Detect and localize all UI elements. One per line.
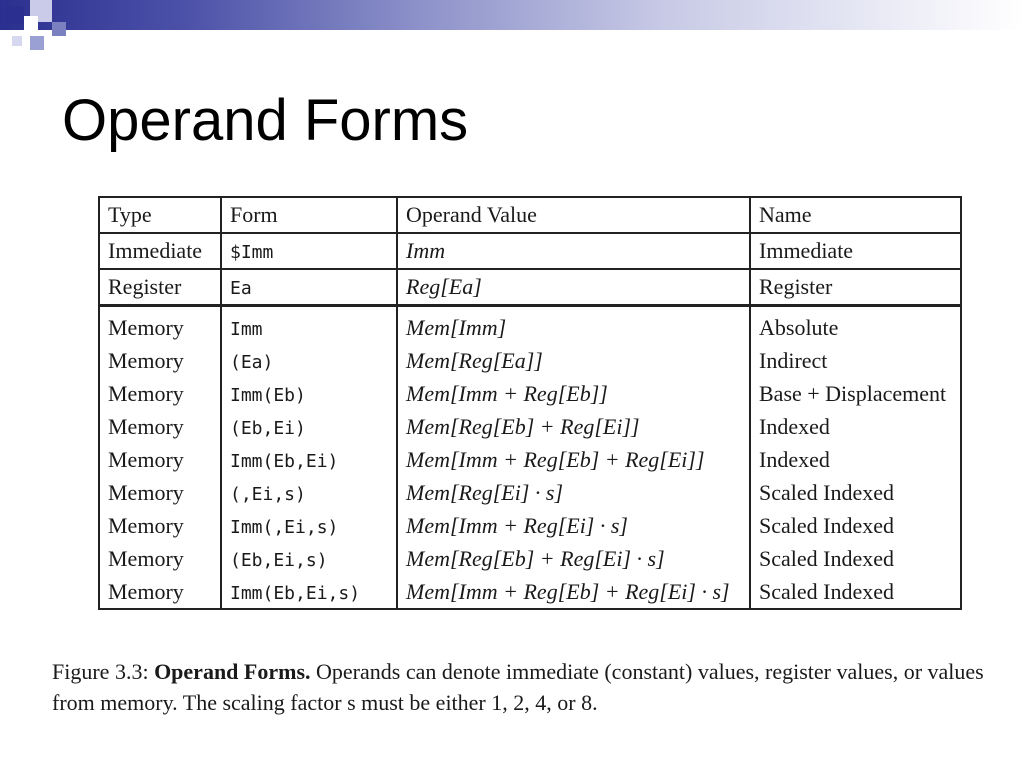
cell-form: (Eb,Ei)	[221, 410, 397, 443]
cell-form: Imm(Eb)	[221, 377, 397, 410]
decor-square-mid	[52, 22, 66, 36]
cell-form: (,Ei,s)	[221, 476, 397, 509]
cell-operand-value: Mem[Imm + Reg[Eb] + Reg[Ei]]	[397, 443, 750, 476]
cell-operand-value: Mem[Imm + Reg[Eb]]	[397, 377, 750, 410]
cell-operand-value: Mem[Reg[Eb] + Reg[Ei] · s]	[397, 542, 750, 575]
page-title: Operand Forms	[62, 88, 469, 153]
header-type: Type	[99, 197, 221, 233]
cell-type: Register	[99, 269, 221, 306]
cell-name: Scaled Indexed	[750, 476, 961, 509]
caption-text: Operands can denote immediate (constant) values, register values, or values from memory. The scaling factor s must be either 1, 2, 4, or 8.	[52, 659, 984, 715]
cell-operand-value: Imm	[397, 233, 750, 269]
cell-form: Imm	[221, 306, 397, 345]
table-row	[99, 269, 961, 306]
table-row	[99, 233, 961, 269]
cell-operand-value: Mem[Reg[Ei] · s]	[397, 476, 750, 509]
cell-operand-value: Mem[Imm + Reg[Eb] + Reg[Ei] · s]	[397, 575, 750, 609]
cell-type: Memory	[99, 344, 221, 377]
cell-type: Memory	[99, 542, 221, 575]
table-row	[99, 509, 961, 542]
cell-name: Register	[750, 269, 961, 306]
cell-operand-value: Mem[Reg[Eb] + Reg[Ei]]	[397, 410, 750, 443]
cell-operand-value: Mem[Imm + Reg[Ei] · s]	[397, 509, 750, 542]
cell-type: Memory	[99, 476, 221, 509]
cell-name: Absolute	[750, 306, 961, 345]
cell-form: Imm(Eb,Ei,s)	[221, 575, 397, 609]
cell-form: Imm(Eb,Ei)	[221, 443, 397, 476]
decor-square-dark	[6, 6, 24, 24]
cell-type: Memory	[99, 509, 221, 542]
cell-form: Ea	[221, 269, 397, 306]
cell-name: Indirect	[750, 344, 961, 377]
header-gradient-band	[0, 0, 1024, 30]
table-header-row	[99, 197, 961, 233]
cell-form: Imm(,Ei,s)	[221, 509, 397, 542]
decor-square-white	[24, 16, 38, 30]
table-row	[99, 377, 961, 410]
table-row	[99, 443, 961, 476]
caption-label: Figure 3.3:	[52, 659, 149, 684]
cell-name: Immediate	[750, 233, 961, 269]
cell-name: Scaled Indexed	[750, 542, 961, 575]
cell-type: Memory	[99, 377, 221, 410]
header-name: Name	[750, 197, 961, 233]
table-row	[99, 410, 961, 443]
cell-form: (Eb,Ei,s)	[221, 542, 397, 575]
cell-type: Immediate	[99, 233, 221, 269]
cell-type: Memory	[99, 410, 221, 443]
cell-form: (Ea)	[221, 344, 397, 377]
cell-type: Memory	[99, 306, 221, 345]
table-row	[99, 542, 961, 575]
caption-bold: Operand Forms.	[154, 659, 311, 684]
cell-form: $Imm	[221, 233, 397, 269]
cell-type: Memory	[99, 575, 221, 609]
cell-name: Scaled Indexed	[750, 509, 961, 542]
cell-name: Indexed	[750, 443, 961, 476]
table-row	[99, 344, 961, 377]
operand-forms-table	[98, 196, 962, 610]
table-row	[99, 306, 961, 345]
header-operand-value: Operand Value	[397, 197, 750, 233]
cell-name: Scaled Indexed	[750, 575, 961, 609]
decor-square-tiny	[12, 36, 22, 46]
cell-operand-value: Mem[Reg[Ea]]	[397, 344, 750, 377]
table-row	[99, 476, 961, 509]
decor-square-small	[30, 36, 44, 50]
cell-name: Base + Displacement	[750, 377, 961, 410]
figure-caption	[52, 656, 1012, 718]
cell-name: Indexed	[750, 410, 961, 443]
cell-operand-value: Mem[Imm]	[397, 306, 750, 345]
cell-operand-value: Reg[Ea]	[397, 269, 750, 306]
table-row	[99, 575, 961, 609]
header-form: Form	[221, 197, 397, 233]
cell-type: Memory	[99, 443, 221, 476]
